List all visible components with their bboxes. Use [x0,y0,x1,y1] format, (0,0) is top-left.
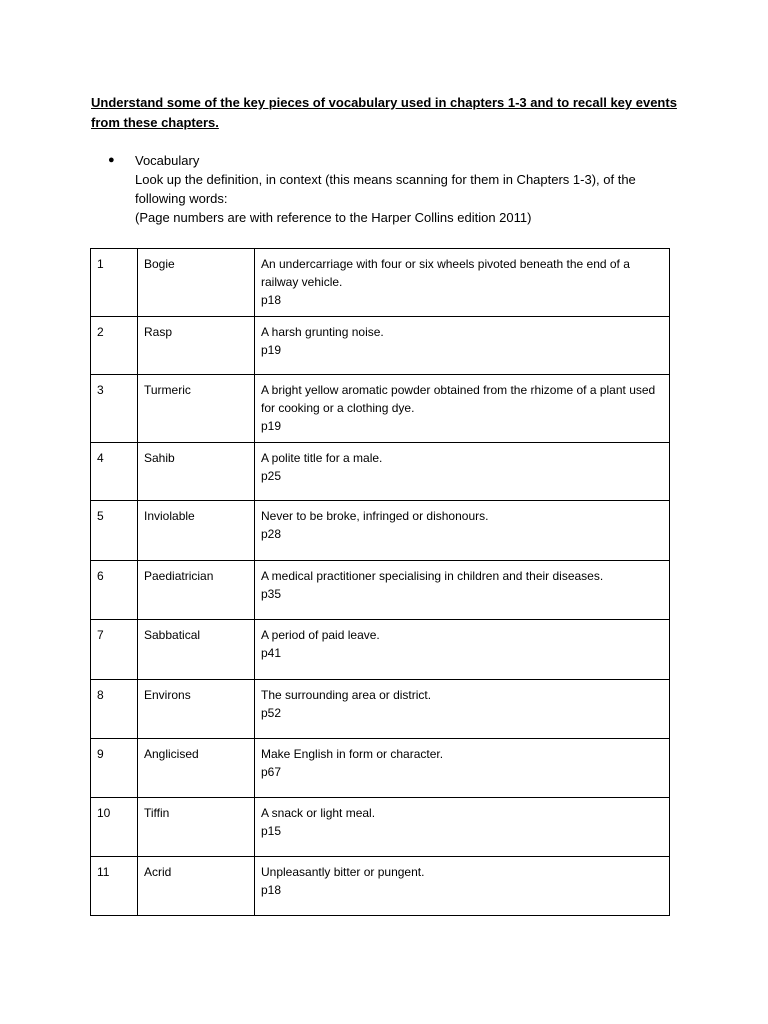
definition-cell [255,317,670,375]
definition-cell [255,249,670,317]
vocab-word: Paediatrician [138,561,255,620]
definition-cell [255,501,670,561]
row-number: 7 [91,620,138,680]
table-row [91,249,670,317]
table-row [91,680,670,739]
row-number: 10 [91,798,138,857]
vocab-word: Environs [138,680,255,739]
page-reference: p67 [261,765,282,779]
definition-cell [255,375,670,443]
page-heading: Understand some of the key pieces of vocabulary used in chapters 1-3 and to recall key events from these chapters. [91,95,677,130]
vocab-word: Tiffin [138,798,255,857]
row-number: 8 [91,680,138,739]
definition-text: A medical practitioner specialising in children and their diseases. [261,569,604,583]
definition-text: A polite title for a male. [261,451,383,465]
row-number: 3 [91,375,138,443]
bullet-title: Vocabulary [135,153,200,168]
row-number: 11 [91,857,138,916]
bullet-dot-icon: ● [108,154,115,166]
vocab-word: Acrid [138,857,255,916]
table-row [91,857,670,916]
table-row [91,798,670,857]
row-number: 5 [91,501,138,561]
row-number: 6 [91,561,138,620]
table-row [91,739,670,798]
definition-cell [255,680,670,739]
page-reference: p19 [261,419,282,433]
definition-cell [255,739,670,798]
vocabulary-table [90,248,670,916]
definition-text: An undercarriage with four or six wheels pivoted beneath the end of a railway vehicle. [261,257,630,289]
definition-cell [255,443,670,501]
table-row [91,375,670,443]
definition-text: A harsh grunting noise. [261,325,384,339]
vocab-word: Rasp [138,317,255,375]
definition-cell [255,561,670,620]
page-reference: p41 [261,646,282,660]
vocab-word: Inviolable [138,501,255,561]
table-row [91,443,670,501]
page-reference: p25 [261,469,282,483]
page-reference: p15 [261,824,282,838]
vocab-word: Sahib [138,443,255,501]
page-reference: p19 [261,343,282,357]
definition-cell [255,620,670,680]
vocabulary-bullet [108,151,688,227]
bullet-note: (Page numbers are with reference to the Harper Collins edition 2011) [135,210,532,225]
page-reference: p18 [261,883,282,897]
page-reference: p18 [261,293,282,307]
vocab-word: Bogie [138,249,255,317]
definition-text: Unpleasantly bitter or pungent. [261,865,425,879]
vocab-word: Turmeric [138,375,255,443]
row-number: 9 [91,739,138,798]
definition-text: A bright yellow aromatic powder obtained from the rhizome of a plant used for cooking or a clothing dye. [261,383,656,415]
definition-text: The surrounding area or district. [261,688,432,702]
definition-cell [255,798,670,857]
table-row [91,317,670,375]
table-row [91,561,670,620]
bullet-instruction: Look up the definition, in context (this means scanning for them in Chapters 1-3), of the following words: [135,172,636,206]
vocab-word: Anglicised [138,739,255,798]
page-reference: p35 [261,587,282,601]
vocab-word: Sabbatical [138,620,255,680]
table-row [91,620,670,680]
page-reference: p28 [261,527,282,541]
table-row [91,501,670,561]
definition-text: A period of paid leave. [261,628,380,642]
definition-text: Never to be broke, infringed or dishonours. [261,509,489,523]
definition-cell [255,857,670,916]
row-number: 1 [91,249,138,317]
row-number: 4 [91,443,138,501]
page-reference: p52 [261,706,282,720]
definition-text: A snack or light meal. [261,806,376,820]
definition-text: Make English in form or character. [261,747,444,761]
row-number: 2 [91,317,138,375]
